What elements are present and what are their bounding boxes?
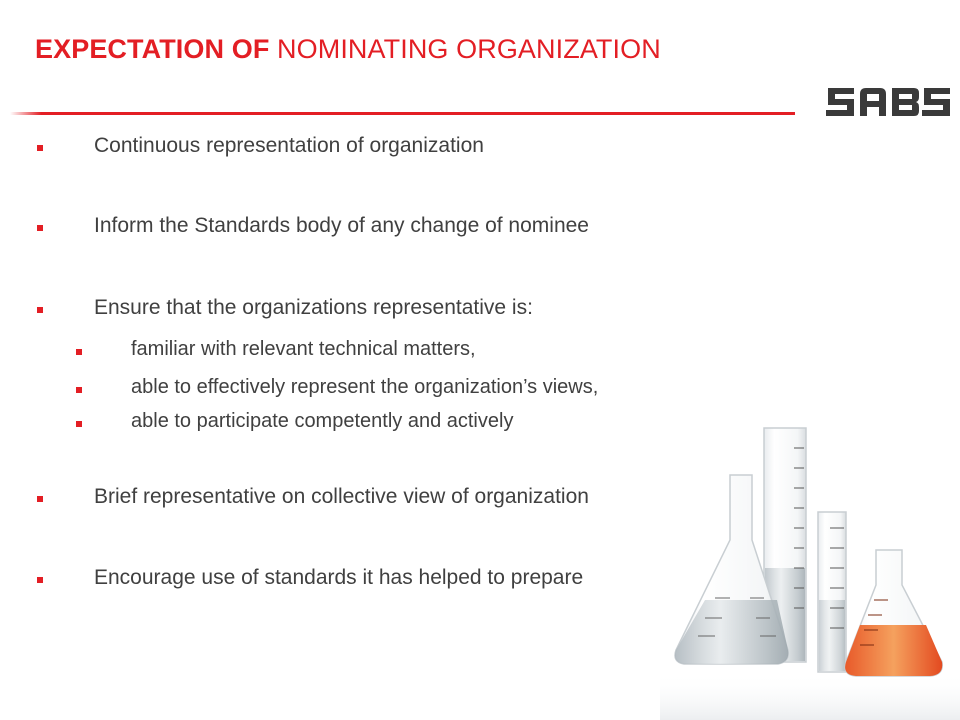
sub-bullet-text: able to participate competently and actively [131, 410, 514, 432]
square-bullet-icon [37, 145, 43, 151]
square-bullet-icon [76, 421, 82, 427]
square-bullet-icon [37, 496, 43, 502]
sub-bullet-text: familiar with relevant technical matters, [131, 338, 476, 360]
title-bold-part: EXPECTATION OF [35, 34, 270, 64]
bullet-text: Inform the Standards body of any change of nominee [94, 214, 589, 237]
erlenmeyer-flask-orange [845, 550, 942, 676]
lab-glassware-image [660, 400, 960, 720]
sub-bullet-text: able to effectively represent the organization’s views, [131, 376, 599, 398]
bullet-text: Brief representative on collective view of organization [94, 485, 589, 508]
bullet-text: Encourage use of standards it has helped to prepare [94, 566, 584, 589]
square-bullet-icon [37, 307, 43, 313]
square-bullet-icon [37, 225, 43, 231]
thin-cylinder [818, 512, 846, 672]
bullet-text: Ensure that the organizations representative is: [94, 296, 533, 319]
square-bullet-icon [37, 577, 43, 583]
square-bullet-icon [76, 349, 82, 355]
bullet-text: Continuous representation of organization [94, 134, 484, 157]
square-bullet-icon [76, 387, 82, 393]
title-regular-part: NOMINATING ORGANIZATION [277, 34, 661, 64]
